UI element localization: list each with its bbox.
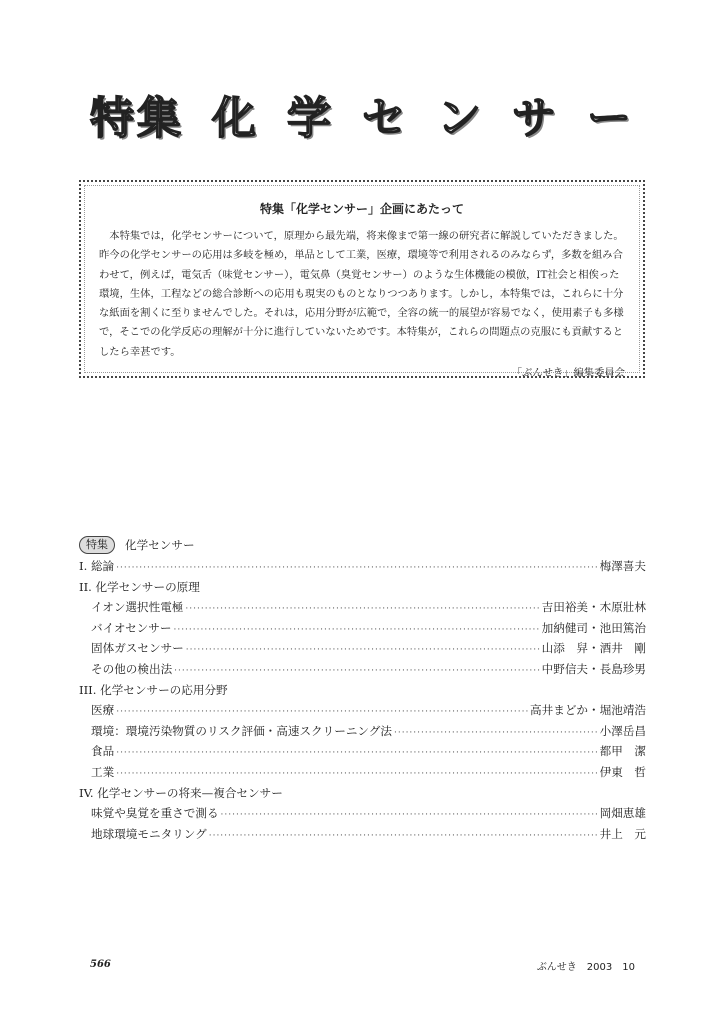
toc-list <box>79 558 646 846</box>
toc-entry <box>79 743 646 764</box>
toc-entry-title: 環境：環境汚染物質のリスク評価・高速スクリーニング法 <box>91 723 392 738</box>
toc-entry <box>79 620 646 641</box>
leader-dots <box>394 728 598 738</box>
toc-entry-author: 吉田裕美・木原壯林 <box>541 600 646 615</box>
feature-badge: 特集 <box>79 536 115 554</box>
toc-entry-title: 地球環境モニタリング <box>91 826 207 841</box>
leader-dots <box>185 604 539 614</box>
toc-section-heading: II. 化学センサーの原理 <box>79 579 200 594</box>
toc-entry-author: 岡畑恵雄 <box>599 806 646 821</box>
page-title <box>0 82 724 146</box>
toc-entry-title: イオン選択性電極 <box>91 600 184 615</box>
title-part: 化 <box>212 93 259 144</box>
toc-entry-title: 固体ガスセンサー <box>91 641 184 656</box>
toc-entry-title: 食品 <box>91 744 115 759</box>
toc-entry-author: 井上 元 <box>599 826 646 841</box>
toc-entry <box>79 826 646 847</box>
toc-entry-author: 山添 舁・酒井 剛 <box>541 641 646 656</box>
preface-heading: 特集「化学センサー」企画にあたって <box>259 202 464 216</box>
page-number: 566 <box>90 959 111 970</box>
leader-dots <box>116 707 528 717</box>
title-part: 学 <box>287 93 334 144</box>
toc-entry-author: 加納健司・池田篤治 <box>541 620 646 635</box>
toc-entry-author: 梅澤喜夫 <box>599 559 646 573</box>
table-of-contents <box>79 534 646 846</box>
toc-entry <box>79 723 646 744</box>
title-part: ン <box>437 93 484 144</box>
toc-entry <box>79 640 646 661</box>
toc-entry <box>79 599 646 620</box>
toc-entry-author: 伊東 哲 <box>599 764 646 779</box>
toc-entry <box>79 702 646 723</box>
toc-entry-title: その他の検出法 <box>91 661 173 676</box>
leader-dots <box>116 769 597 779</box>
toc-entry-author: 高井まどか・堀池靖浩 <box>530 703 646 718</box>
leader-dots <box>174 666 539 676</box>
toc-entry-title: バイオセンサー <box>91 620 172 635</box>
title-part: セ <box>362 93 409 144</box>
toc-entry <box>79 764 646 785</box>
leader-dots <box>116 748 597 758</box>
preface-signature: 「ぶんせき」編集委員会 <box>511 367 625 380</box>
preface-box <box>79 180 645 378</box>
toc-entry-author: 小澤岳昌 <box>599 723 646 738</box>
toc-section-heading: IV. 化学センサーの将来—複合センサー <box>79 785 283 800</box>
title-part: 特集 <box>90 93 184 144</box>
title-part: サ <box>512 93 559 144</box>
leader-dots <box>116 563 597 573</box>
toc-heading: 化学センサー <box>125 538 195 552</box>
leader-dots <box>173 625 539 635</box>
toc-entry-author: 中野信夫・長島珍男 <box>541 661 646 676</box>
leader-dots <box>221 810 598 820</box>
leader-dots <box>209 831 598 841</box>
title-part: ー <box>587 93 634 144</box>
toc-entry-title: 味覚や臭覚を重さで測る <box>91 806 219 821</box>
toc-entry-title: 医療 <box>91 703 115 718</box>
toc-entry-title: I. 総論 <box>79 559 115 573</box>
toc-entry <box>79 661 646 682</box>
toc-entry <box>79 805 646 826</box>
journal-issue: ぶんせき 2003 10 <box>536 962 635 973</box>
toc-entry <box>79 558 646 579</box>
toc-entry-author: 都甲 潔 <box>599 744 646 759</box>
toc-entry-title: 工業 <box>91 764 115 779</box>
toc-section-heading: III. 化学センサーの応用分野 <box>79 682 228 697</box>
preface-body: 本特集では，化学センサーについて，原理から最先端，将来像まで第一線の研究者に解説していただきました。昨今の化学センサーの応用は多岐を極め，単品として工業，医療，環境等で利用されるのみならず，多数を組み合わせて，例えば，電気舌（味覚センサー），電気鼻（臭覚センサー）のような生体機能の模倣，IT社会と相俟った環境，生体，工程などの総合診断への応用も現実のものとなりつつあります。しかし，本特集では，これらに十分な紙面を割くに至りませんでした。それは，応用分野が広範で，全容の統一的展望が容易でなく，使用素子も多様で，そこでの化学反応の理解が十分に進行していないためです。本特集が，これらの問題点の克服にも貢献するとしたら幸甚です。 <box>99 230 624 358</box>
toc-header <box>79 534 646 556</box>
leader-dots <box>186 645 540 655</box>
